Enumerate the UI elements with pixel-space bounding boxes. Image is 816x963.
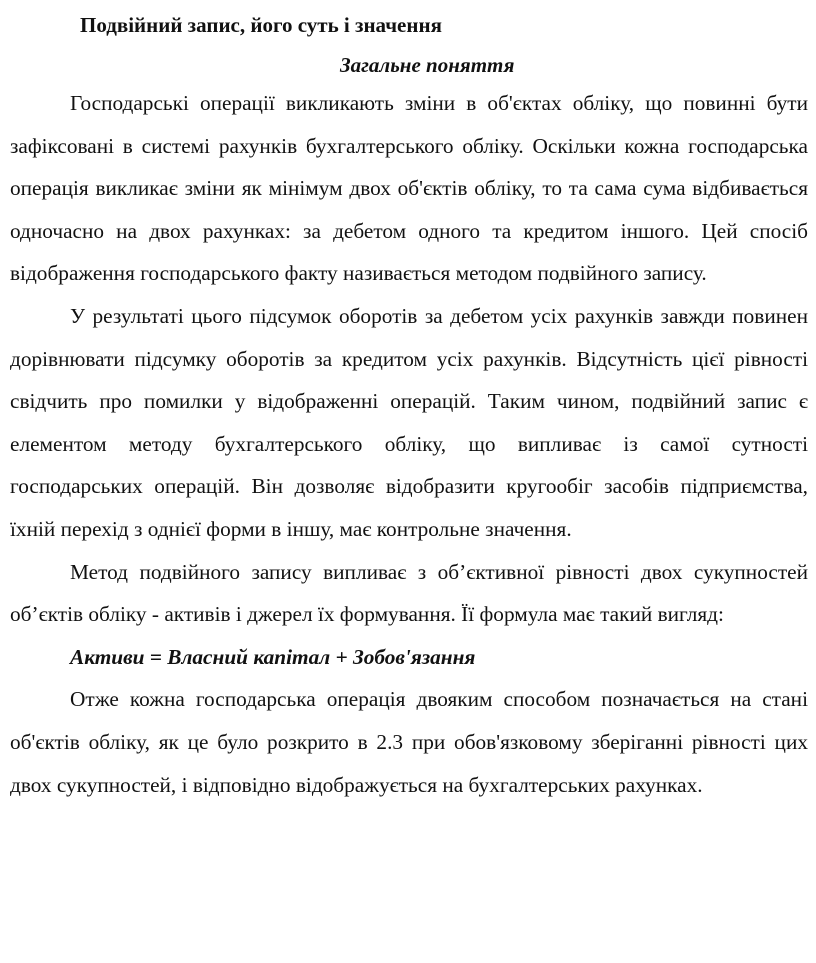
accounting-formula: Активи = Власний капітал + Зобов'язання [70, 644, 476, 669]
paragraph-conclusion: Отже кожна господарська операція двояким способом позначається на стані об'єктів обліку, як це було розкрито в 2.3 при обов'язковому зберіганні рівності цих двох сукупностей, і відповідно відображується на бухгалтерських рахунках. [10, 687, 808, 797]
paragraph-balance: У результаті цього підсумок оборотів за дебетом усіх рахунків завжди повинен дорівнювати підсумку оборотів за кредитом усіх рахунків. Відсутність цієї рівності свідчить про помилки у відображенні операцій. Таким чином, подвійний запис є елементом методу бухгалтерського обліку, що випливає із самої сутності господарських операцій. Він дозволяє відобразити кругообіг засобів підприємства, їхній перехід з однієї форми в іншу, має контрольне значення. [10, 303, 808, 541]
page-title: Подвійний запис, його суть і значення [80, 13, 442, 37]
paragraph-definition: Господарські операції викликають зміни в об'єктах обліку, що повинні бути зафіксовані в системі рахунків бухгалтерського обліку. Оскільки кожна господарська операція викликає зміни як мінімум двох об'єктів обліку, то та сама сума відбивається одночасно на двох рахунках: за дебетом одного та кредитом іншого. Цей спосіб відображення господарського факту називається методом подвійного запису. [10, 91, 808, 286]
paragraph-method: Метод подвійного запису випливає з об’єктивної рівності двох сукупностей об’єктів обліку - активів і джерел їх формування. Її формула має такий вигляд: [10, 559, 808, 627]
section-subtitle: Загальне поняття [340, 53, 515, 77]
